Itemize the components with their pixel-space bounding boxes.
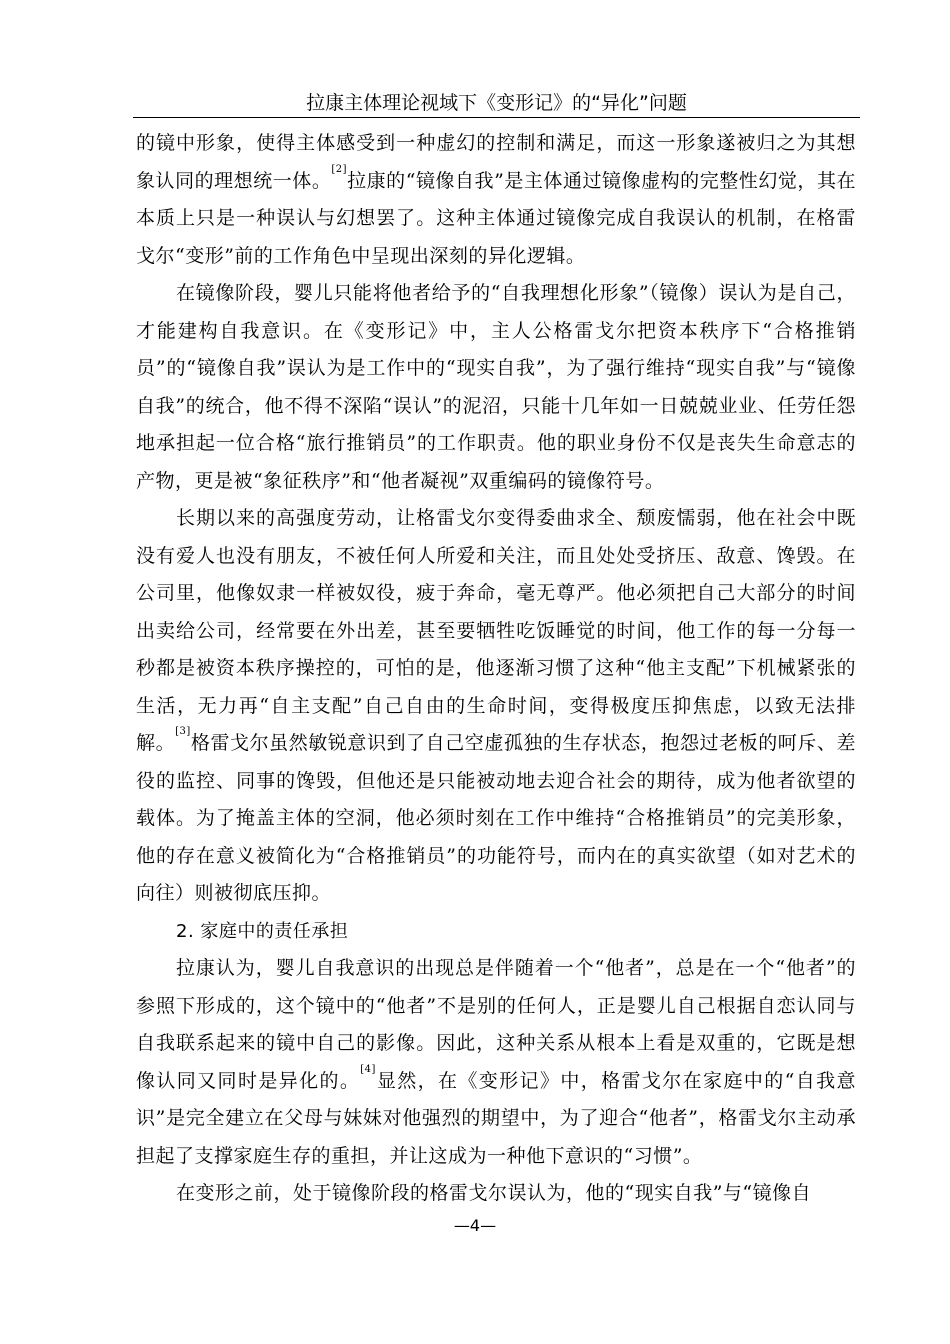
header-rule bbox=[133, 117, 860, 118]
page-number: —4— bbox=[453, 1216, 497, 1235]
paragraph bbox=[136, 125, 856, 275]
citation-ref[interactable]: [3] bbox=[175, 726, 191, 737]
page-body bbox=[136, 125, 856, 1213]
running-header: 拉康主体理论视域下《变形记》的“异化”问题 bbox=[306, 92, 687, 114]
paragraph-text: 长期以来的高强度劳动，让格雷戈尔变得委曲求全、颓废懦弱，他在社会中既没有爱人也没有朋友，不被任何人所爱和关注，而且处处受挤压、敌意、馋毁。在公司里，他像奴隶一样被奴役，疲于奔命，毫无尊严。他必须把自己大部分的时间出卖给公司，经常要在外出差，甚至要牺牲吃饭睡觉的时间，他工作的每一分每一秒都是被资本秩序操控的，可怕的是，他逐渐习惯了这种“他主支配”下机械紧张的生活，无力再“自主支配”自己自由的生命时间，变得极度压抑焦虑，以致无法排解。 bbox=[136, 507, 856, 754]
paragraph: 在变形之前，处于镜像阶段的格雷戈尔误认为，他的“现实自我”与“镜像自 bbox=[176, 1182, 812, 1204]
paragraph bbox=[136, 950, 856, 1175]
citation-ref[interactable]: [4] bbox=[360, 1063, 376, 1075]
paragraph-text: 的镜中形象，使得主体感受到一种虚幻的控制和满足，而这一形象遂被归之为其想象认同的理想统一体。 bbox=[136, 132, 856, 192]
paragraph-text: 显然，在《变形记》中，格雷戈尔在家庭中的“自我意识”是完全建立在父母与妹妹对他强烈的期望中，为了迎合“他者”，格雷戈尔主动承担起了支撑家庭生存的重担，并让这成为一种他下意识的“习惯”。 bbox=[136, 1069, 856, 1167]
paragraph: 在镜像阶段，婴儿只能将他者给予的“自我理想化形象”（镜像）误认为是自己，才能建构自我意识。在《变形记》中，主人公格雷戈尔把资本秩序下“合格推销员”的“镜像自我”误认为是工作中的“现实自我”，为了强行维持“现实自我”与“镜像自我”的统合，他不得不深陷“误认”的泥沼，只能十几年如一日兢兢业业、任劳任怨地承担起一位合格“旅行推销员”的工作职责。他的职业身份不仅是丧失生命意志的产物，更是被“象征秩序”和“他者凝视”双重编码的镜像符号。 bbox=[136, 282, 856, 492]
section-heading: 2. 家庭中的责任承担 bbox=[176, 920, 349, 942]
citation-ref[interactable]: [2] bbox=[331, 163, 348, 175]
paragraph-text: 拉康的“镜像自我”是主体通过镜像虚构的完整性幻觉，其在本质上只是一种误认与幻想罢了。这种主体通过镜像完成自我误认的机制，在格雷戈尔“变形”前的工作角色中呈现出深刻的异化逻辑。 bbox=[136, 169, 856, 267]
paragraph bbox=[136, 500, 856, 913]
paragraph-text: 格雷戈尔虽然敏锐意识到了自己空虚孤独的生存状态，抱怨过老板的呵斥、差役的监控、同事的馋毁，但他还是只能被动地去迎合社会的期待，成为他者欲望的载体。为了掩盖主体的空洞，他必须时刻在工作中维持“合格推销员”的完美形象，他的存在意义被简化为“合格推销员”的功能符号，而内在的真实欲望（如对艺术的向往）则被彻底压抑。 bbox=[136, 732, 856, 904]
paragraph-text: 拉康认为，婴儿自我意识的出现总是伴随着一个“他者”，总是在一个“他者”的参照下形成的，这个镜中的“他者”不是别的任何人，正是婴儿自己根据自恋认同与自我联系起来的镜中自己的影像。因此，这种关系从根本上看是双重的，它既是想像认同又同时是异化的。 bbox=[136, 957, 856, 1092]
